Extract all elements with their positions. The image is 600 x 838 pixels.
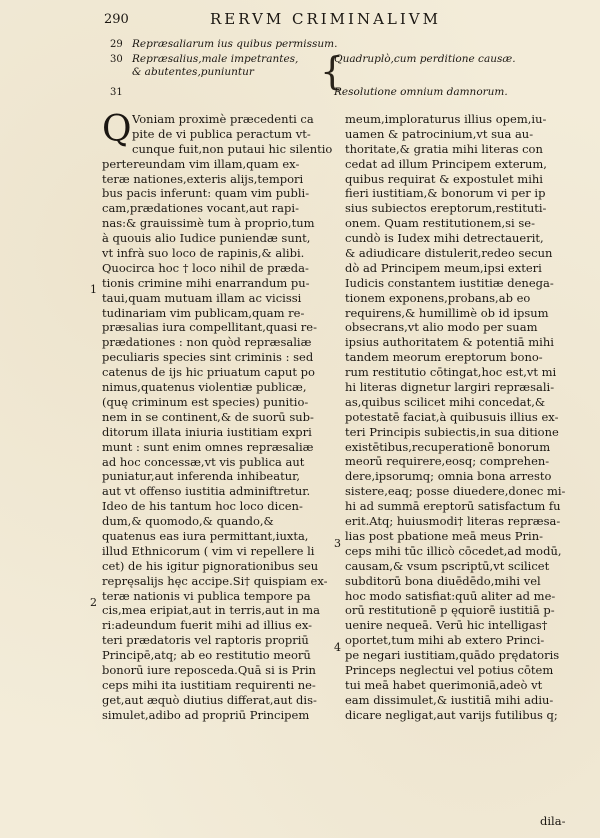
- text-line: lias post pbatione meā meus Prin-: [345, 528, 544, 543]
- text-line: nas:& grauissimè tum à proprio,tum: [102, 216, 315, 231]
- text-line: Voniam proximè præcedenti ca: [132, 112, 314, 126]
- text-line: dicare negligat,aut varijs futilibus q;: [345, 707, 558, 722]
- text-line: cet) de his igitur pignorationibus seu: [102, 558, 319, 573]
- text-line: ad hoc concessæ,vt vis publica aut: [102, 454, 305, 469]
- text-line: ri:adeundum fuerit mihi ad illius ex-: [102, 618, 312, 633]
- summary-text: Repræsalius,male impetrantes,: [132, 53, 299, 65]
- text-line: tudinariam vim publicam,quam re-: [102, 305, 305, 320]
- text-line: bonorū iure reposceda.Quā si is Prin: [102, 662, 316, 677]
- text-line: Ideo de his tantum hoc loco dicen-: [102, 499, 303, 514]
- summary-right-text: Quadruplò,cum perditione causæ.: [334, 53, 516, 65]
- text-line: peculiaris species sint criminis : sed: [102, 350, 314, 365]
- text-line: bus pacis inferunt: quam vim publi-: [102, 186, 310, 201]
- text-line: munt : sunt enim omnes repræsaliæ: [102, 439, 314, 454]
- text-line: uenire nequeā. Verū hic intelligas†: [345, 618, 548, 633]
- text-line: Princeps neglectui vel potius cōtem: [345, 662, 554, 677]
- summary-text: & abutentes,puniuntur: [132, 66, 254, 78]
- text-line: ipsius authoritatem & potentiā mihi: [345, 335, 554, 350]
- text-line: cis,mea eripiat,aut in terris,aut in ma: [102, 603, 321, 618]
- text-line: dum,& quomodo,& quando,&: [102, 514, 274, 529]
- text-line: obsecrans,vt alio modo per suam: [345, 320, 538, 335]
- text-line: nem in se continent,& de suorū sub-: [102, 409, 314, 424]
- text-line: erit.Atq; huiusmodi† literas repræsa-: [345, 514, 561, 529]
- text-line: tandem meorum ereptorum bono-: [345, 350, 543, 365]
- summary-text: Repræsaliarum ius quibus permissum.: [132, 38, 338, 50]
- page-number: 290: [104, 12, 129, 27]
- text-line: vt infrà suo loco de rapinis,& alibi.: [102, 246, 305, 261]
- text-line: prædationes : non quòd repræsaliæ: [102, 335, 312, 350]
- text-line: sius subiectos ereptorum,restituti-: [345, 201, 547, 216]
- text-line: orū restitutionē p ęquiorē iustitiā p-: [345, 603, 555, 618]
- margin-number: 4: [334, 641, 341, 654]
- text-line: ceps mihi tūc illicò cōcedet,ad modū,: [345, 543, 562, 558]
- right-column: [345, 112, 575, 723]
- text-line: pe negari iustitiam,quādo prędatoris: [345, 648, 560, 663]
- text-line: potestatē faciat,à quibusuis illius ex-: [345, 409, 559, 424]
- catchword: dila-: [540, 814, 566, 828]
- text-line: fieri iustitiam,& bonorum vi per ip: [345, 186, 546, 201]
- text-line: hoc modo satisfiat:quū aliter ad me-: [345, 588, 556, 603]
- text-line: quibus requirat & expostulet mihi: [345, 171, 543, 186]
- summary-item: [110, 86, 132, 98]
- text-line: thoritate,& gratia mihi literas con: [345, 141, 543, 156]
- text-line: rum restitutio cōtingat,hoc est,vt mi: [345, 365, 557, 380]
- text-line: dere,ipsorumq; omnia bona arresto: [345, 469, 552, 484]
- text-line: Quocirca hoc † loco nihil de præda-: [102, 260, 309, 275]
- text-line: teræ nationes,exteris alijs,tempori: [102, 171, 304, 186]
- text-line: quatenus eas iura permittant,iuxta,: [102, 528, 309, 543]
- text-line: meorū requirere,eosq; comprehen-: [345, 454, 550, 469]
- text-line: puniatur,aut inferenda inhibeatur,: [102, 469, 301, 484]
- text-line: uamen & patrocinium,vt sua au-: [345, 126, 534, 141]
- brace-icon: {: [320, 49, 345, 93]
- text-line: taui,quam mutuam illam ac vicissi: [102, 290, 302, 305]
- text-line: tui meā habet querimoniā,adeò vt: [345, 677, 543, 692]
- drop-cap: Q: [102, 109, 132, 150]
- margin-number: 3: [334, 537, 341, 550]
- text-line: pite de vi publica peractum vt-: [132, 126, 311, 141]
- text-line: Iudicis constantem iustitiæ denega-: [345, 275, 554, 290]
- summary-number: 31: [110, 87, 123, 98]
- text-line: aut vt offenso iustitia adminiftretur.: [102, 484, 311, 499]
- text-line: ditorum illata iniuria iustitiam expri: [102, 424, 312, 439]
- text-line: onem. Quam restitutionem,si se-: [345, 216, 535, 231]
- text-line: cunque fuit,non putaui hic silentio: [132, 141, 332, 156]
- summary-right-text: Resolutione omnium damnorum.: [334, 86, 508, 98]
- summary-item: [132, 66, 254, 78]
- summary-notes: [110, 38, 530, 108]
- text-line: repręsalijs hęc accipe.Si† quispiam ex-: [102, 573, 328, 588]
- text-line: hi ad summā ereptorū satisfactum fu: [345, 499, 561, 514]
- text-line: præsalias iura compellitant,quasi re-: [102, 320, 317, 335]
- text-line: tionem exponens,probans,ab eo: [345, 290, 531, 305]
- text-line: get,aut æquò diutius differat,aut dis-: [102, 692, 317, 707]
- text-line: simulet,adibo ad propriū Principem: [102, 707, 310, 722]
- text-line: & adiudicare distulerit,redeo secun: [345, 246, 553, 261]
- text-line: subditorū bona diuēdēdo,mihi vel: [345, 573, 541, 588]
- text-line: meum,imploraturus illius opem,iu-: [345, 112, 547, 126]
- text-line: pertereundam vim illam,quam ex-: [102, 156, 300, 171]
- text-line: requirens,& humillimè ob id ipsum: [345, 305, 549, 320]
- running-title: RERVM CRIMINALIVM: [210, 10, 441, 28]
- text-line: as,quibus scilicet mihi concedat,&: [345, 394, 546, 409]
- page-header: [0, 8, 600, 30]
- text-line: cundò is Iudex mihi detrectauerit,: [345, 231, 544, 246]
- text-line: teri Principis subiectis,in sua ditione: [345, 424, 559, 439]
- text-line: ceps mihi ita iustitiam requirenti ne-: [102, 677, 316, 692]
- text-line: causam,& vsum pscriptū,vt scilicet: [345, 558, 550, 573]
- text-line: tionis crimine mihi enarrandum pu-: [102, 275, 310, 290]
- margin-number: 2: [90, 596, 97, 609]
- text-line: oportet,tum mihi ab extero Princi-: [345, 633, 545, 648]
- text-line: hi literas dignetur largiri repræsali-: [345, 380, 555, 395]
- summary-number: 29: [110, 39, 123, 50]
- text-line: cedat ad illum Principem exterum,: [345, 156, 547, 171]
- text-line: eam dissimulet,& iustitiā mihi adiu-: [345, 692, 554, 707]
- text-line: teræ nationis vi publica tempore pa: [102, 588, 311, 603]
- text-line: existētibus,recuperationē bonorum: [345, 439, 551, 454]
- text-line: Principē,atq; ab eo restitutio meorū: [102, 648, 311, 663]
- text-line: (quę criminum est species) punitio-: [102, 394, 309, 409]
- text-line: nimus,quatenus violentiæ publicæ,: [102, 380, 307, 395]
- text-line: illud Ethnicorum ( vim vi repellere li: [102, 543, 315, 558]
- left-column: [102, 109, 332, 723]
- summary-number: 30: [110, 54, 123, 65]
- text-line: cam,prædationes vocant,aut rapi-: [102, 201, 299, 216]
- margin-number: 1: [90, 283, 97, 296]
- text-line: teri prædatoris vel raptoris propriū: [102, 633, 309, 648]
- text-line: à quouis alio Iudice puniendæ sunt,: [102, 231, 311, 246]
- text-line: sistere,eaq; posse diuedere,donec mi-: [345, 484, 566, 499]
- summary-item: [110, 53, 298, 65]
- text-line: dò ad Principem meum,ipsi exteri: [345, 260, 542, 275]
- text-line: catenus de ijs hic priuatum caput po: [102, 365, 315, 380]
- summary-item: [110, 38, 337, 50]
